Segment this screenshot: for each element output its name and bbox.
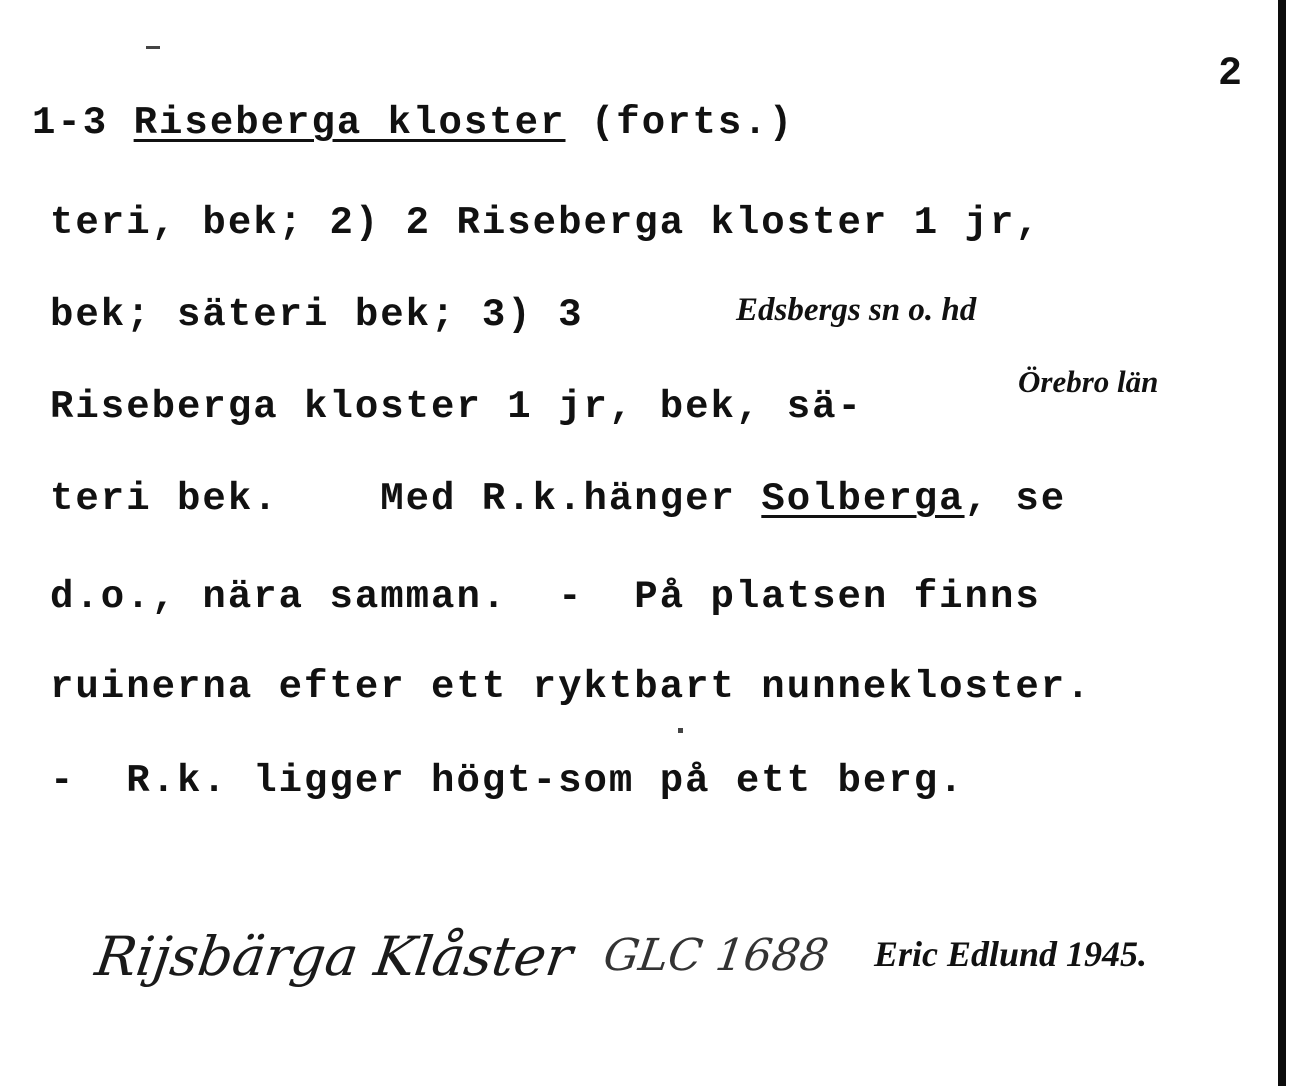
cross-reference-solberga: Solberga <box>761 477 965 521</box>
line-7: ruinerna efter ett ryktbart nunnekloster. <box>50 665 1092 709</box>
handwritten-old-spelling: Rijsbärga Klåster <box>91 925 577 988</box>
page-number: 2 <box>1218 52 1243 97</box>
scan-speck <box>146 46 160 49</box>
line-5 <box>50 477 1067 521</box>
continued-note: (forts.) <box>565 101 795 145</box>
county-stamp: Örebro län <box>1018 364 1159 399</box>
card-edge-rule <box>1278 0 1286 1086</box>
handwritten-source-code: GLC 1688 <box>600 930 832 981</box>
place-title: Riseberga kloster <box>133 101 566 145</box>
line-3: bek; säteri bek; 3) 3 <box>50 293 584 337</box>
line-6: d.o., nära samman. - På platsen finns <box>50 575 1041 619</box>
entry-number: 1-3 <box>32 101 134 145</box>
line-5-text: teri bek. Med R.k.hänger <box>50 477 762 521</box>
line-2: teri, bek; 2) 2 Riseberga kloster 1 jr, <box>50 201 1041 245</box>
author-signature: Eric Edlund 1945. <box>874 934 1148 974</box>
line-5-end: , se <box>964 477 1067 521</box>
line-1 <box>32 101 795 145</box>
line-8: - R.k. ligger högt-som på ett berg. <box>50 759 965 803</box>
parish-stamp: Edsbergs sn o. hd <box>736 292 977 328</box>
scan-speck <box>678 728 683 733</box>
line-4: Riseberga kloster 1 jr, bek, sä- <box>50 385 863 429</box>
